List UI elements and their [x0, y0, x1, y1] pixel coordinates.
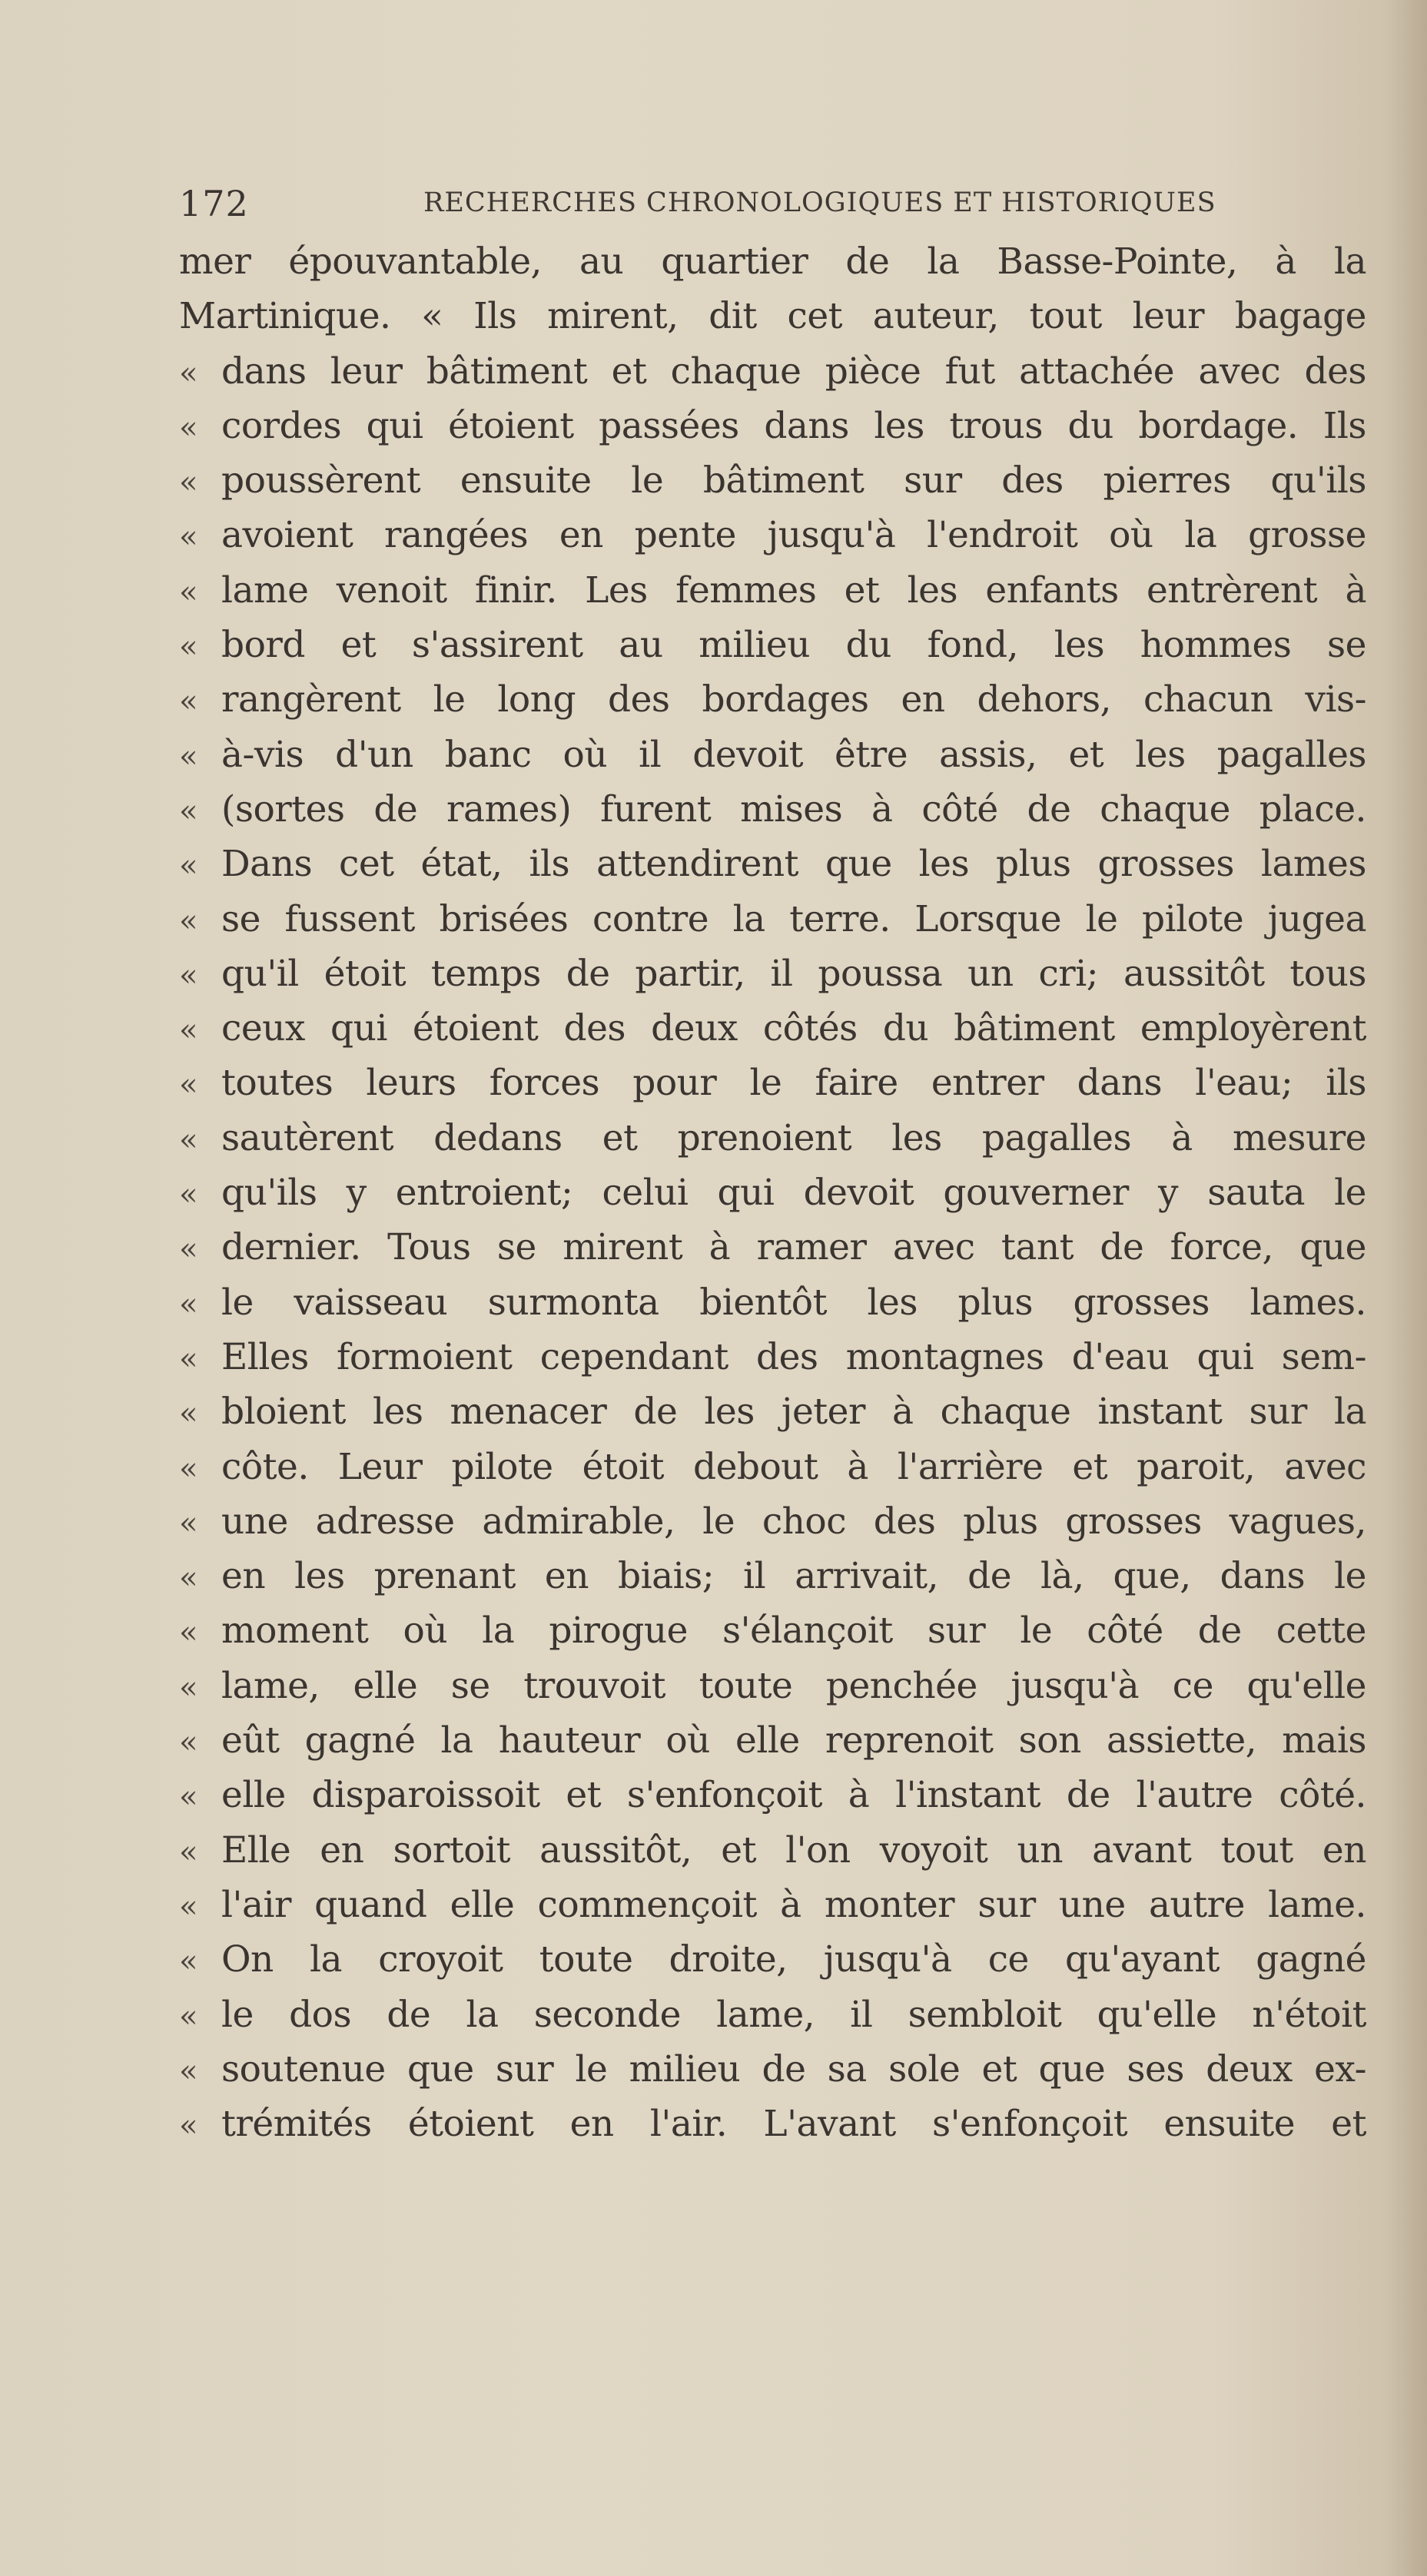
- line-text: sautèrent dedans et prenoient les pagalles à mesure: [221, 1116, 1366, 1159]
- line-text: une adresse admirable, le choc des plus grosses vagues,: [221, 1500, 1366, 1543]
- text-line: [179, 1275, 1366, 1330]
- text-line: [179, 399, 1366, 453]
- text-line: [179, 1823, 1366, 1878]
- quotation-mark: «: [179, 1669, 198, 1706]
- line-text: l'air quand elle commençoit à monter sur une autre lame.: [221, 1883, 1366, 1926]
- quotation-mark: «: [179, 903, 198, 939]
- text-line: [179, 1165, 1366, 1220]
- text-line: [179, 672, 1366, 727]
- quotation-mark: «: [179, 355, 198, 391]
- line-text: lame venoit finir. Les femmes et les enfants entrèrent à: [221, 569, 1366, 612]
- line-text: le vaisseau surmonta bientôt les plus grosses lames.: [221, 1281, 1366, 1324]
- quotation-mark: «: [179, 1013, 198, 1049]
- text-line: [179, 1932, 1366, 1987]
- text-line: [179, 837, 1366, 891]
- text-line: [179, 1713, 1366, 1768]
- line-text: mer épouvantable, au quartier de la Basse-Pointe, à la: [179, 240, 1366, 283]
- quotation-mark: «: [179, 1998, 198, 2034]
- quotation-mark: «: [179, 1834, 198, 1870]
- quotation-mark: «: [179, 1560, 198, 1596]
- quotation-mark: «: [179, 1177, 198, 1213]
- quotation-mark: «: [179, 684, 198, 720]
- line-text: elle disparoissoit et s'enfonçoit à l'instant de l'autre côté.: [221, 1774, 1366, 1817]
- line-text: Dans cet état, ils attendirent que les plus grosses lames: [221, 843, 1366, 886]
- quotation-mark: «: [179, 1232, 198, 1268]
- line-text: lame, elle se trouvoit toute penchée jusqu'à ce qu'elle: [221, 1664, 1366, 1707]
- text-line: [179, 1768, 1366, 1822]
- quotation-mark: «: [179, 519, 198, 555]
- line-text: soutenue que sur le milieu de sa sole et que ses deux ex-: [221, 2047, 1366, 2090]
- line-text: Elle en sortoit aussitôt, et l'on voyoit un avant tout en: [221, 1828, 1366, 1871]
- quotation-mark: «: [179, 1286, 198, 1322]
- text-line: [179, 2097, 1366, 2151]
- text-line: [179, 1878, 1366, 1932]
- line-text: dernier. Tous se mirent à ramer avec tant de force, que: [221, 1226, 1366, 1269]
- quotation-mark: «: [179, 848, 198, 884]
- quotation-mark: «: [179, 1341, 198, 1377]
- text-line: [179, 1988, 1366, 2042]
- line-text: trémités étoient en l'air. L'avant s'enfonçoit ensuite et: [221, 2103, 1366, 2146]
- quotation-mark: «: [179, 1396, 198, 1432]
- text-line: [179, 289, 1366, 343]
- line-text: à-vis d'un banc où il devoit être assis, et les pagalles: [221, 733, 1366, 776]
- text-line: [179, 2042, 1366, 2097]
- text-line: [179, 892, 1366, 947]
- quotation-mark: «: [179, 1450, 198, 1487]
- text-line: [179, 1330, 1366, 1384]
- text-line: [179, 618, 1366, 672]
- text-line: [179, 344, 1366, 399]
- line-text: avoient rangées en pente jusqu'à l'endroit où la grosse: [221, 514, 1366, 557]
- quotation-mark: «: [179, 409, 198, 446]
- line-text: le dos de la seconde lame, il sembloit qu'elle n'étoit: [221, 1993, 1366, 2036]
- quotation-mark: «: [179, 738, 198, 774]
- running-title: RECHERCHES CHRONOLOGIQUES ET HISTORIQUES: [423, 187, 1216, 218]
- quotation-mark: «: [179, 957, 198, 993]
- text-line: [179, 1659, 1366, 1713]
- quotation-mark: «: [179, 1725, 198, 1761]
- line-text: bord et s'assirent au milieu du fond, les hommes se: [221, 624, 1366, 667]
- line-text: Martinique. « Ils mirent, dit cet auteur, tout leur bagage: [179, 295, 1366, 338]
- quotation-mark: «: [179, 465, 198, 501]
- line-text: toutes leurs forces pour le faire entrer dans l'eau; ils: [221, 1062, 1366, 1105]
- line-text: ceux qui étoient des deux côtés du bâtiment employèrent: [221, 1007, 1366, 1050]
- line-text: (sortes de rames) furent mises à côté de chaque place.: [221, 787, 1366, 830]
- text-line: [179, 947, 1366, 1001]
- text-line: [179, 1111, 1366, 1165]
- quotation-mark: «: [179, 1779, 198, 1815]
- page-number: 172: [179, 183, 249, 224]
- line-text: cordes qui étoient passées dans les trous du bordage. Ils: [221, 404, 1366, 447]
- body-text: [179, 234, 1366, 2151]
- text-line: [179, 1384, 1366, 1439]
- quotation-mark: «: [179, 1615, 198, 1651]
- quotation-mark: «: [179, 629, 198, 665]
- line-text: Elles formoient cependant des montagnes d'eau qui sem-: [221, 1335, 1366, 1378]
- line-text: en les prenant en biais; il arrivait, de là, que, dans le: [221, 1555, 1366, 1598]
- line-text: côte. Leur pilote étoit debout à l'arrière et paroit, avec: [221, 1445, 1366, 1488]
- text-line: [179, 234, 1366, 289]
- quotation-mark: «: [179, 574, 198, 610]
- text-line: [179, 1056, 1366, 1110]
- text-line: [179, 453, 1366, 508]
- text-line: [179, 1549, 1366, 1603]
- quotation-mark: «: [179, 1505, 198, 1541]
- line-text: rangèrent le long des bordages en dehors, chacun vis-: [221, 678, 1366, 721]
- line-text: poussèrent ensuite le bâtiment sur des pierres qu'ils: [221, 459, 1366, 502]
- page-header: [179, 178, 1366, 224]
- line-text: moment où la pirogue s'élançoit sur le côté de cette: [221, 1610, 1366, 1653]
- line-text: se fussent brisées contre la terre. Lorsque le pilote jugea: [221, 897, 1366, 940]
- text-line: [179, 782, 1366, 837]
- text-line: [179, 1603, 1366, 1658]
- text-line: [179, 1220, 1366, 1275]
- line-text: eût gagné la hauteur où elle reprenoit son assiette, mais: [221, 1719, 1366, 1762]
- text-line: [179, 1001, 1366, 1056]
- line-text: qu'ils y entroient; celui qui devoit gouverner y sauta le: [221, 1172, 1366, 1215]
- quotation-mark: «: [179, 1888, 198, 1925]
- line-text: dans leur bâtiment et chaque pièce fut attachée avec des: [221, 350, 1366, 393]
- line-text: On la croyoit toute droite, jusqu'à ce qu'ayant gagné: [221, 1938, 1366, 1981]
- quotation-mark: «: [179, 1067, 198, 1103]
- text-line: [179, 1440, 1366, 1494]
- text-line: [179, 508, 1366, 562]
- text-line: [179, 728, 1366, 782]
- quotation-mark: «: [179, 2108, 198, 2144]
- quotation-mark: «: [179, 2053, 198, 2089]
- line-text: qu'il étoit temps de partir, il poussa un cri; aussitôt tous: [221, 952, 1366, 995]
- quotation-mark: «: [179, 793, 198, 829]
- quotation-mark: «: [179, 1944, 198, 1980]
- text-line: [179, 1494, 1366, 1549]
- text-line: [179, 563, 1366, 618]
- line-text: bloient les menacer de les jeter à chaque instant sur la: [221, 1391, 1366, 1434]
- quotation-mark: «: [179, 1122, 198, 1158]
